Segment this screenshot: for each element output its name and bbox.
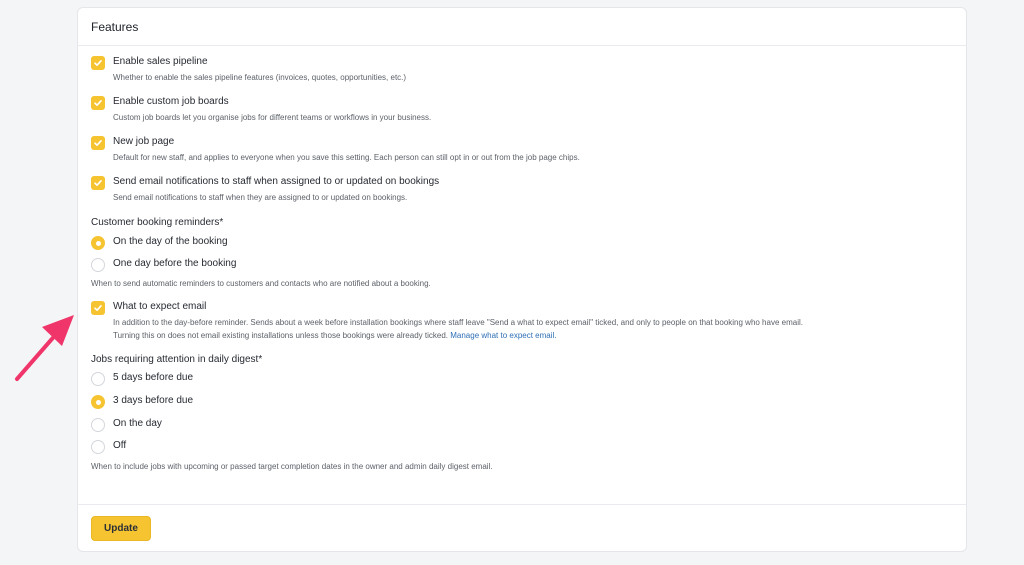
sales-pipeline-checkbox[interactable] bbox=[91, 56, 105, 70]
features-card bbox=[77, 7, 967, 552]
feature-what-to-expect-email bbox=[91, 300, 953, 353]
digest-5-days-label: 5 days before due bbox=[113, 372, 194, 383]
card-body bbox=[78, 46, 966, 473]
check-icon bbox=[93, 303, 103, 313]
digest-option-3-days[interactable] bbox=[91, 394, 953, 417]
custom-job-boards-checkbox[interactable] bbox=[91, 96, 105, 110]
digest-option-on-the-day[interactable] bbox=[91, 417, 953, 439]
check-icon bbox=[93, 58, 103, 68]
new-job-page-checkbox[interactable] bbox=[91, 136, 105, 150]
staff-email-notifications-checkbox[interactable] bbox=[91, 176, 105, 190]
digest-option-5-days[interactable] bbox=[91, 371, 953, 394]
feature-staff-email-notifications bbox=[91, 175, 953, 216]
digest-help: When to include jobs with upcoming or passed target completion dates in the owner and admin daily digest email. bbox=[91, 462, 493, 471]
reminder-on-the-day-label: On the day of the booking bbox=[113, 236, 228, 247]
booking-reminders-title: Customer booking reminders* bbox=[91, 217, 224, 228]
reminder-option-on-the-day[interactable] bbox=[91, 235, 953, 257]
custom-job-boards-description: Custom job boards let you organise jobs for different teams or workflows in your business. bbox=[113, 113, 432, 122]
digest-off-label: Off bbox=[113, 440, 127, 451]
what-to-expect-email-checkbox[interactable] bbox=[91, 301, 105, 315]
check-icon bbox=[93, 178, 103, 188]
digest-5-days-radio[interactable] bbox=[91, 372, 105, 386]
digest-on-the-day-label: On the day bbox=[113, 418, 162, 429]
reminder-day-before-radio[interactable] bbox=[91, 258, 105, 272]
new-job-page-description: Default for new staff, and applies to everyone when you save this setting. Each person can still opt in or out from the job page chips. bbox=[113, 153, 580, 162]
digest-3-days-label: 3 days before due bbox=[113, 395, 194, 406]
reminder-on-the-day-radio[interactable] bbox=[91, 236, 105, 250]
digest-on-the-day-radio[interactable] bbox=[91, 418, 105, 432]
custom-job-boards-label: Enable custom job boards bbox=[113, 96, 229, 107]
booking-reminders-help: When to send automatic reminders to customers and contacts who are notified about a booking. bbox=[91, 279, 431, 288]
radio-selected-dot bbox=[96, 400, 101, 405]
sales-pipeline-description: Whether to enable the sales pipeline features (invoices, quotes, opportunities, etc.) bbox=[113, 73, 407, 82]
what-to-expect-email-label: What to expect email bbox=[113, 301, 207, 312]
digest-title: Jobs requiring attention in daily digest* bbox=[91, 354, 263, 365]
digest-3-days-radio[interactable] bbox=[91, 395, 105, 409]
card-title: Features bbox=[78, 8, 966, 46]
staff-email-notifications-description: Send email notifications to staff when they are assigned to or updated on bookings. bbox=[113, 193, 408, 202]
staff-email-notifications-label: Send email notifications to staff when assigned to or updated on bookings bbox=[113, 176, 440, 187]
feature-sales-pipeline bbox=[91, 55, 953, 95]
sales-pipeline-label: Enable sales pipeline bbox=[113, 56, 208, 67]
update-button[interactable]: Update bbox=[91, 516, 151, 541]
feature-new-job-page bbox=[91, 135, 953, 175]
reminder-option-day-before[interactable] bbox=[91, 257, 953, 278]
what-to-expect-email-description-line1: In addition to the day-before reminder. Sends about a week before installation bookings where staff leave "Send a what to expect email" ticked, and only to people on that booking who have email. bbox=[113, 318, 803, 327]
what-to-expect-email-description bbox=[113, 316, 803, 342]
manage-what-to-expect-email-link[interactable]: Manage what to expect email. bbox=[450, 331, 557, 340]
check-icon bbox=[93, 98, 103, 108]
what-to-expect-email-description-line2: Turning this on does not email existing installations unless those bookings were already ticked. bbox=[113, 331, 448, 340]
check-icon bbox=[93, 138, 103, 148]
reminder-day-before-label: One day before the booking bbox=[113, 258, 237, 269]
annotation-arrow-icon bbox=[12, 308, 76, 384]
card-footer bbox=[78, 504, 966, 551]
radio-selected-dot bbox=[96, 241, 101, 246]
feature-custom-job-boards bbox=[91, 95, 953, 135]
digest-option-off[interactable] bbox=[91, 439, 953, 461]
new-job-page-label: New job page bbox=[113, 136, 175, 147]
digest-off-radio[interactable] bbox=[91, 440, 105, 454]
